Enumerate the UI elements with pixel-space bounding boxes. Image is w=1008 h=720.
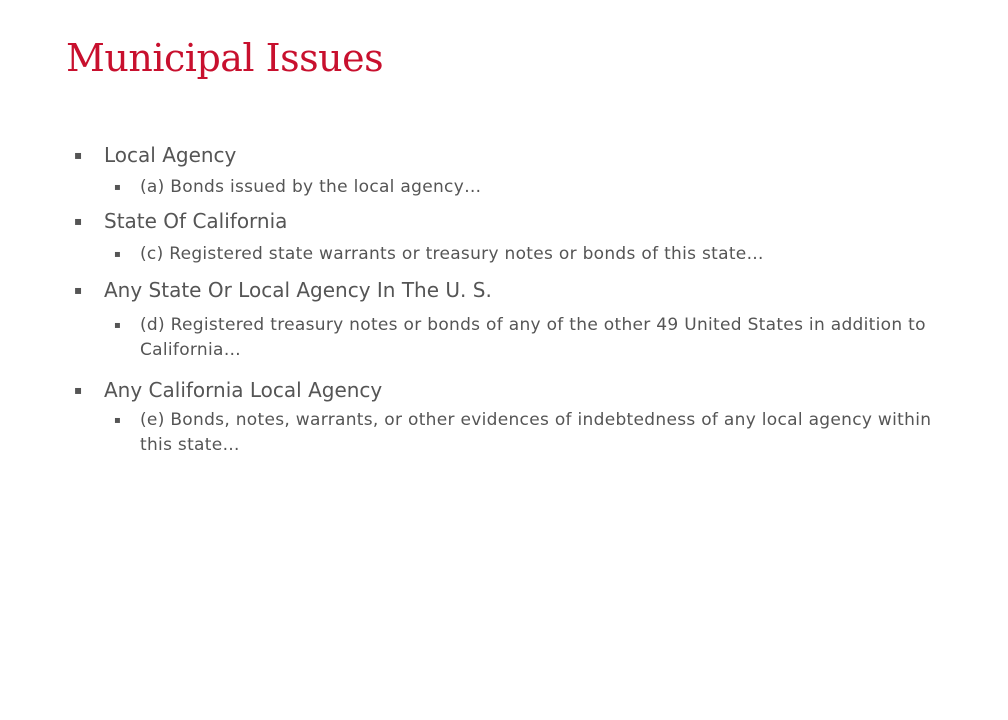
square-bullet-icon: ▪ — [74, 383, 83, 397]
bullet-heading: Any State Or Local Agency In The U. S. — [104, 278, 492, 302]
sub-bullet-item — [114, 175, 934, 200]
bullet-item-california-local-agency — [74, 377, 934, 403]
square-bullet-icon: ▪ — [74, 283, 83, 297]
sub-bullet-item — [114, 242, 934, 267]
sub-bullet-item — [114, 408, 934, 458]
bullet-group-local-agency — [74, 142, 934, 200]
square-bullet-icon: ▪ — [74, 148, 83, 162]
sub-bullet-text: (d) Registered treasury notes or bonds of any of the other 49 United States in addition to California… — [140, 315, 926, 360]
sub-bullet-text: (a) Bonds issued by the local agency… — [140, 177, 482, 197]
bullet-item-state-of-california — [74, 208, 934, 234]
square-bullet-icon: ▪ — [114, 320, 122, 331]
bullet-list — [74, 142, 934, 458]
square-bullet-icon: ▪ — [114, 249, 122, 260]
bullet-item-any-state — [74, 277, 934, 303]
bullet-item-local-agency — [74, 142, 934, 168]
bullet-heading: Any California Local Agency — [104, 378, 383, 402]
sub-bullet-text: (c) Registered state warrants or treasury notes or bonds of this state… — [140, 244, 764, 264]
square-bullet-icon: ▪ — [74, 214, 83, 228]
sub-bullet-text: (e) Bonds, notes, warrants, or other evidences of indebtedness of any local agency within this state… — [140, 410, 932, 455]
bullet-group-state-of-california — [74, 208, 934, 267]
sub-bullet-item — [114, 313, 934, 363]
bullet-group-california-local-agency — [74, 377, 934, 458]
slide-title: Municipal Issues — [66, 36, 384, 80]
square-bullet-icon: ▪ — [114, 182, 122, 193]
bullet-heading: Local Agency — [104, 143, 237, 167]
square-bullet-icon: ▪ — [114, 415, 122, 426]
bullet-heading: State Of California — [104, 209, 288, 233]
bullet-group-any-state — [74, 277, 934, 363]
